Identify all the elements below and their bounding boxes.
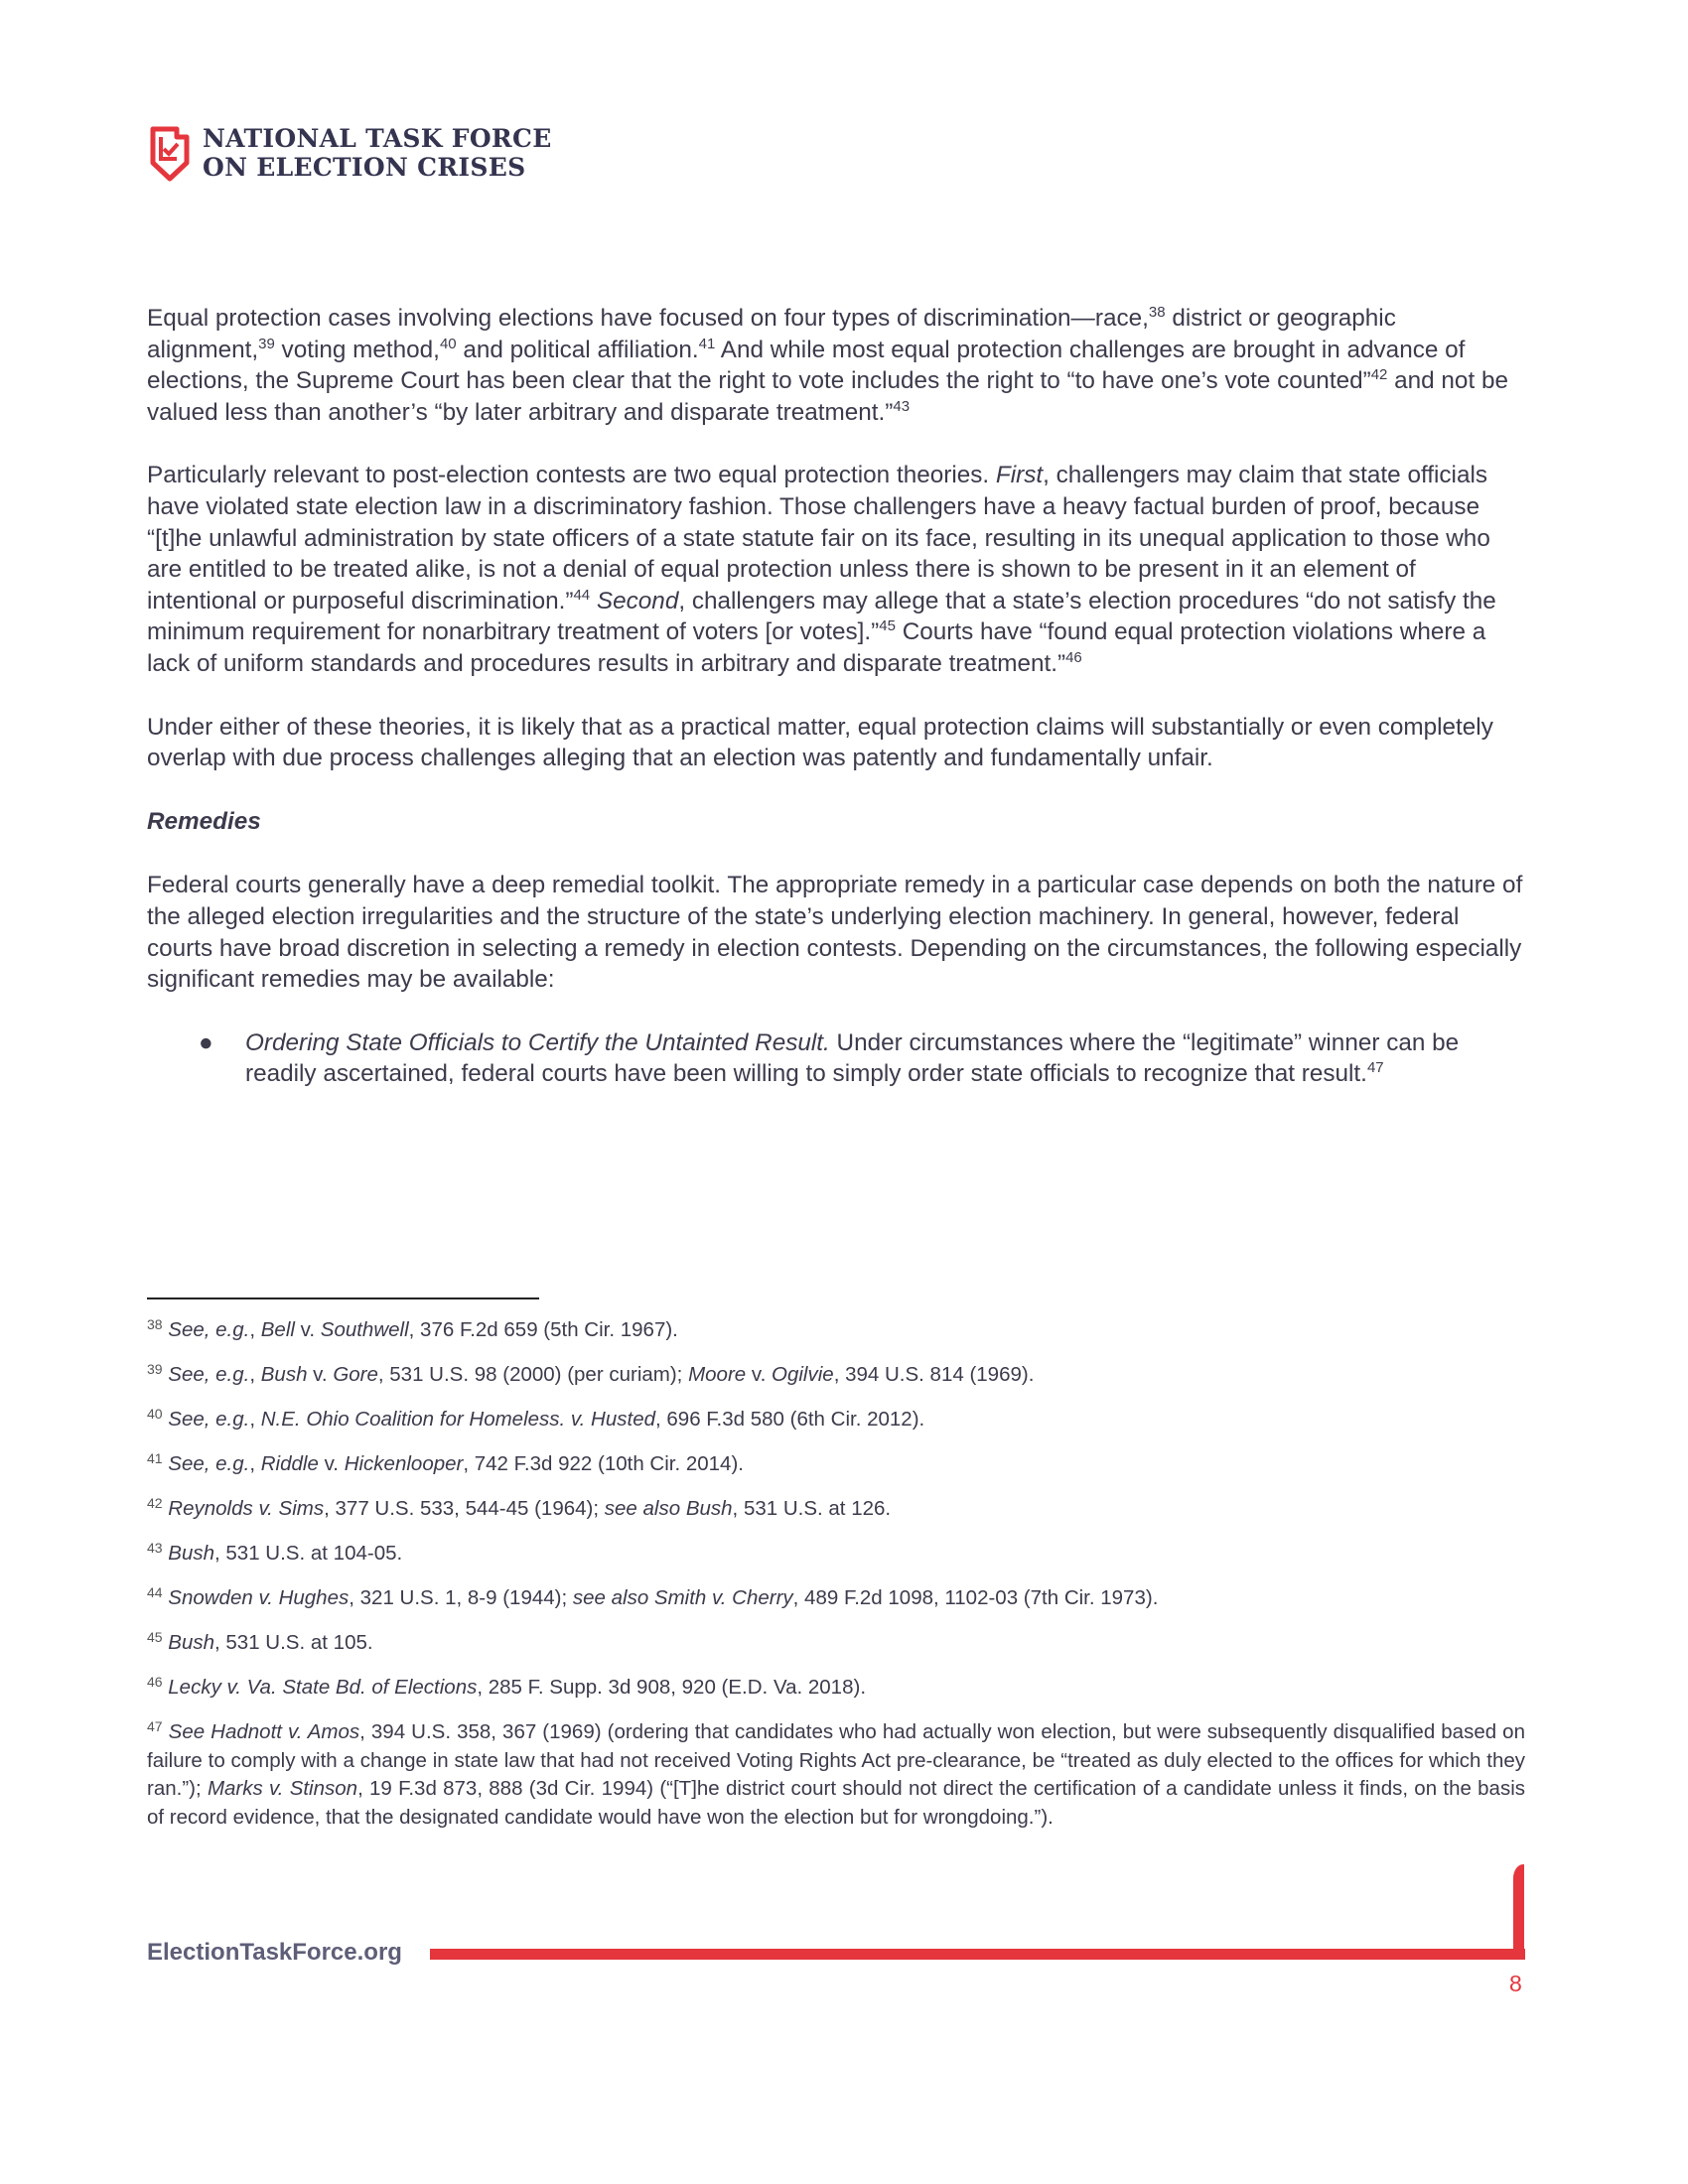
footer-rule-vertical — [1513, 1864, 1524, 1960]
text-run: v. — [307, 1363, 334, 1386]
footnote-ref[interactable]: 45 — [147, 1629, 163, 1645]
footnote-divider — [147, 1297, 539, 1299]
text-run: v. — [294, 1318, 321, 1341]
text-run: , — [249, 1452, 261, 1475]
footnote-ref[interactable]: 43 — [147, 1540, 163, 1556]
text-run: See, e.g. — [168, 1452, 250, 1475]
text-run: First — [995, 462, 1044, 489]
footnote-ref[interactable]: 38 — [147, 1316, 163, 1332]
page-number: 8 — [1509, 1971, 1522, 1996]
text-run: see also Smith v. Cherry — [572, 1586, 793, 1609]
text-run: v. — [318, 1452, 345, 1475]
text-run: Moore — [688, 1363, 747, 1386]
text-run: , 321 U.S. 1, 8-9 (1944); — [349, 1586, 573, 1609]
text-run: , 531 U.S. at 105. — [214, 1631, 373, 1654]
text-run: , — [249, 1363, 261, 1386]
text-run: Hickenlooper — [344, 1452, 464, 1475]
text-run: Under either of these theories, it is likely that as a practical matter, equal protection claims will substantially or even completely overlap with due process challenges alleging that an election was patently and fundamentally unfair. — [147, 713, 1493, 772]
footnote — [147, 1540, 1525, 1569]
paragraph — [147, 870, 1527, 995]
footnote-ref[interactable]: 42 — [147, 1495, 163, 1511]
text-run: See, e.g. — [168, 1318, 250, 1341]
text-run: And while most equal protection challenges are brought in advance of elections, the Supreme Court has been clear that the right to vote includes the right to “to have one’s vote counted” — [147, 336, 1466, 395]
logo-line-2: ON ELECTION CRISES — [203, 153, 526, 182]
footnote-ref[interactable]: 47 — [147, 1718, 163, 1734]
footnote-ref[interactable]: 39 — [258, 335, 275, 352]
footnote-ref[interactable]: 43 — [893, 397, 911, 415]
text-run: Gore — [333, 1363, 378, 1386]
bullet-icon: ● — [199, 1028, 213, 1056]
text-run: see also Bush — [604, 1497, 733, 1520]
text-run: Lecky v. Va. State Bd. of Elections — [168, 1676, 478, 1699]
footnote-ref[interactable]: 45 — [879, 617, 896, 635]
footnote-ref[interactable]: 44 — [147, 1584, 163, 1600]
footnote-ref[interactable]: 40 — [439, 335, 457, 352]
footnote-ref[interactable]: 41 — [698, 335, 716, 352]
text-run: Courts have “found equal protection violations where a lack of uniform standards and procedures results in arbitrary and disparate treatment.” — [147, 618, 1486, 677]
text-run: , 394 U.S. 814 (1969). — [833, 1363, 1035, 1386]
text-run: Particularly relevant to post-election contests are two equal protection theories. — [147, 462, 996, 489]
text-run: Second — [596, 587, 679, 614]
footnote-ref[interactable]: 38 — [1148, 304, 1166, 321]
footnote — [147, 1629, 1525, 1658]
footnote — [147, 1495, 1525, 1524]
text-run: See Hadnott v. Amos — [168, 1720, 360, 1743]
footnote-ref[interactable]: 42 — [1370, 366, 1388, 384]
footnote — [147, 1584, 1525, 1613]
text-run: Ogilvie — [772, 1363, 834, 1386]
text-run: voting method, — [274, 336, 440, 363]
footnote-ref[interactable]: 46 — [147, 1674, 163, 1690]
text-run: and political affiliation. — [456, 336, 699, 363]
text-run: , 377 U.S. 533, 544-45 (1964); — [324, 1497, 605, 1520]
text-run: district or geographic alignment, — [147, 305, 1396, 363]
text-run: , 531 U.S. 98 (2000) (per curiam); — [377, 1363, 689, 1386]
paragraph — [147, 303, 1527, 428]
text-run: Bush — [168, 1542, 215, 1565]
text-run: , 19 F.3d 873, 888 (3d Cir. 1994) (“[T]he district court should not direct the certification of a candidate unless it finds, on the basis of record evidence, that the designated candidate would have won the election but for wrongdoing.”). — [147, 1777, 1525, 1829]
text-run: See, e.g. — [168, 1408, 250, 1431]
paragraph — [147, 712, 1527, 774]
text-run: , 531 U.S. at 104-05. — [214, 1542, 403, 1565]
footer-rule — [430, 1949, 1525, 1960]
footnote-ref[interactable]: 40 — [147, 1406, 163, 1422]
organization-logo — [147, 123, 552, 183]
text-run: , 696 F.3d 580 (6th Cir. 2012). — [655, 1408, 925, 1431]
text-run: v. — [746, 1363, 773, 1386]
text-run: Reynolds v. Sims — [168, 1497, 325, 1520]
shield-check-icon — [147, 123, 193, 183]
text-run: , 489 F.2d 1098, 1102-03 (7th Cir. 1973). — [792, 1586, 1159, 1609]
body-text — [147, 303, 1527, 1090]
footnote-ref[interactable]: 41 — [147, 1450, 163, 1466]
text-run: Under circumstances where the “legitimate” winner can be readily ascertained, federal courts have been willing to simply order state officials to recognize that result. — [245, 1028, 1460, 1088]
bullet-text — [245, 1027, 1527, 1090]
paragraph — [147, 460, 1527, 679]
text-run: See, e.g. — [168, 1363, 250, 1386]
text-run: Riddle — [260, 1452, 319, 1475]
text-run: Bell — [260, 1318, 295, 1341]
footnote — [147, 1450, 1525, 1479]
text-run: Ordering State Officials to Certify the Untainted Result. — [245, 1028, 830, 1056]
text-run: Bush — [168, 1631, 215, 1654]
footnote — [147, 1674, 1525, 1703]
text-run: , challengers may claim that state officials have violated state election law in a discriminatory fashion. Those challengers have a heavy factual burden of proof, because “[t]he unlawful administration by state officers of a state statute fair on its face, resulting in its unequal application to those who are entitled to be treated alike, is not a denial of equal protection unless there is shown to be present in it an element of intentional or purposeful discrimination.” — [147, 462, 1490, 614]
text-run: , — [249, 1408, 261, 1431]
footnote — [147, 1316, 1525, 1345]
text-run — [590, 588, 597, 614]
text-run: , 531 U.S. at 126. — [732, 1497, 892, 1520]
footnote-ref[interactable]: 46 — [1065, 648, 1082, 666]
text-run: Marks v. Stinson — [207, 1777, 358, 1800]
text-run: and not be valued less than another’s “by later arbitrary and disparate treatment.” — [147, 367, 1508, 426]
bullet-item — [199, 1027, 1527, 1090]
text-run: N.E. Ohio Coalition for Homeless. v. Husted — [260, 1408, 655, 1431]
logo-line-1: NATIONAL TASK FORCE — [203, 124, 552, 153]
text-run: , 285 F. Supp. 3d 908, 920 (E.D. Va. 2018). — [477, 1676, 867, 1699]
text-run: , — [249, 1318, 261, 1341]
footnote-ref[interactable]: 47 — [1366, 1059, 1384, 1077]
footnote-ref[interactable]: 44 — [573, 586, 591, 604]
footnote — [147, 1406, 1525, 1434]
text-run: , challengers may allege that a state’s election procedures “do not satisfy the minimum requirement for nonarbitrary treatment of voters [or votes].” — [147, 587, 1496, 646]
text-run: , 376 F.2d 659 (5th Cir. 1967). — [408, 1318, 678, 1341]
section-heading-remedies: Remedies — [147, 807, 261, 835]
text-run: Federal courts generally have a deep remedial toolkit. The appropriate remedy in a particular case depends on both the nature of the alleged election irregularities and the structure of the state’s underlying election machinery. In general, however, federal courts have broad discretion in selecting a remedy in election contests. Depending on the circumstances, the following especially significant remedies may be available: — [147, 872, 1523, 994]
website-link[interactable]: ElectionTaskForce.org — [147, 1939, 402, 1966]
footnote — [147, 1361, 1525, 1390]
text-run: Bush — [260, 1363, 308, 1386]
text-run: Snowden v. Hughes — [168, 1586, 350, 1609]
footnotes — [147, 1316, 1525, 1848]
text-run: Equal protection cases involving elections have focused on four types of discrimination—race, — [147, 305, 1149, 332]
footnote-ref[interactable]: 39 — [147, 1361, 163, 1377]
text-run: Southwell — [320, 1318, 409, 1341]
footnote — [147, 1718, 1525, 1832]
text-run: , 394 U.S. 358, 367 (1969) (ordering that candidates who had actually won election, but were subsequently disqualified based on failure to comply with a change in state law that had not received Voting Rights Act pre-clearance, be “treated as duly elected to the offices for which they ran.”); — [147, 1720, 1525, 1800]
text-run: , 742 F.3d 922 (10th Cir. 2014). — [463, 1452, 744, 1475]
